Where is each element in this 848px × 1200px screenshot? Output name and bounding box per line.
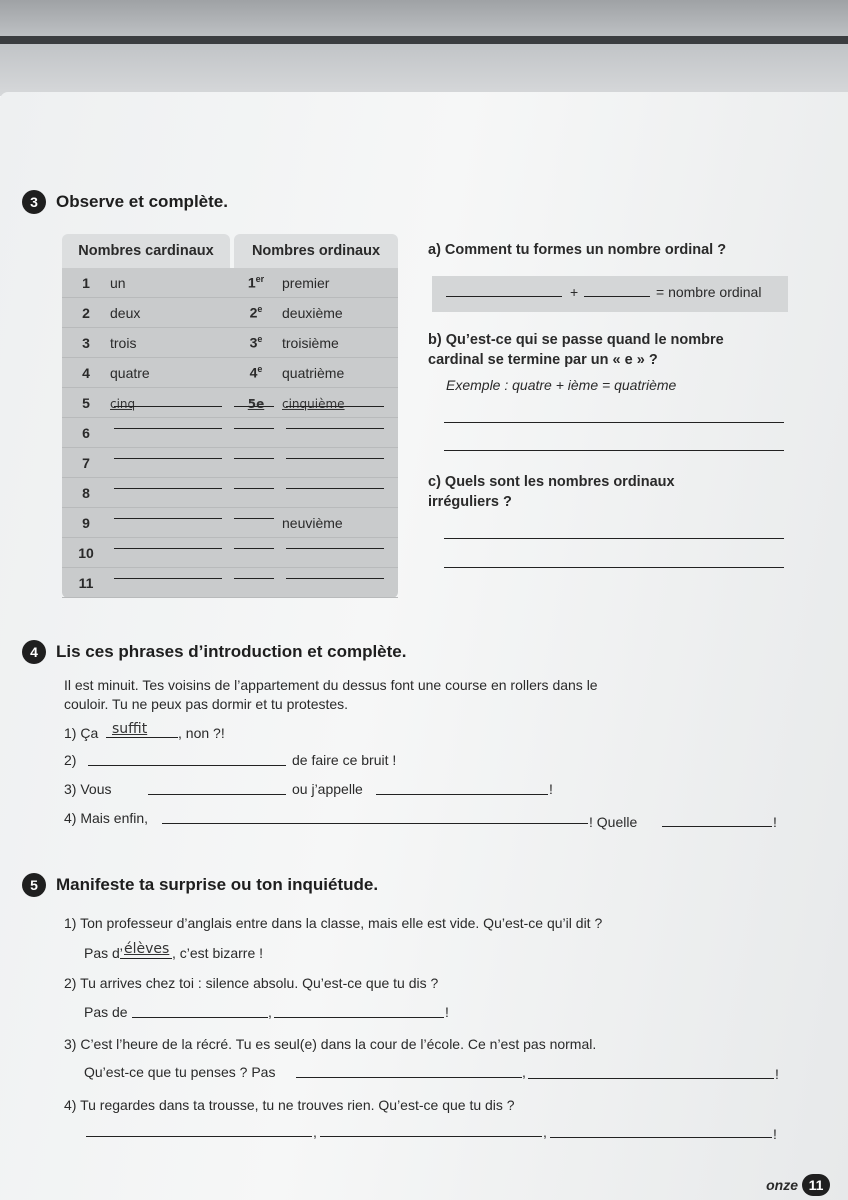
ordinal-abbreviation-text: 3 bbox=[249, 334, 258, 351]
row-number-text: 10 bbox=[78, 544, 94, 561]
page-footer bbox=[766, 1174, 830, 1196]
ordinal-abbreviation-text: 4 bbox=[249, 364, 258, 381]
row-number bbox=[62, 335, 110, 351]
blank-line[interactable] bbox=[148, 794, 286, 795]
ordinal-abbreviation-text: 1 bbox=[247, 274, 256, 291]
handwritten-answer: élèves bbox=[124, 941, 170, 957]
exclamation: ! bbox=[773, 1126, 777, 1142]
blank-line[interactable] bbox=[86, 1136, 312, 1137]
blank-line bbox=[234, 428, 274, 429]
comma: , bbox=[522, 1064, 526, 1080]
blank-line bbox=[114, 406, 222, 407]
top-rule bbox=[0, 36, 848, 44]
table-row bbox=[62, 358, 398, 388]
header-ordinal: Nombres ordinaux bbox=[234, 234, 398, 268]
page-word: onze bbox=[766, 1177, 798, 1193]
table-body bbox=[62, 268, 398, 598]
blank-line[interactable] bbox=[120, 958, 172, 959]
blank-line[interactable] bbox=[162, 823, 588, 824]
table-row bbox=[62, 478, 398, 508]
ordinal-word bbox=[282, 395, 392, 411]
answer-line[interactable] bbox=[444, 567, 784, 568]
ordinal-suffix: e bbox=[257, 304, 263, 315]
formula-result: = nombre ordinal bbox=[656, 284, 762, 300]
row-number-text: 3 bbox=[82, 334, 90, 351]
question-c: c) Quels sont les nombres ordinaux irréguliers ? bbox=[428, 474, 675, 510]
row-number bbox=[62, 395, 110, 411]
row-number bbox=[62, 455, 110, 471]
blank-line bbox=[286, 578, 384, 579]
ordinal-abbreviation bbox=[230, 364, 282, 381]
exclamation: ! bbox=[445, 1004, 449, 1020]
line-3-mid: ou j’appelle bbox=[292, 781, 363, 797]
blank-line bbox=[114, 458, 222, 459]
question-a: a) Comment tu formes un nombre ordinal ? bbox=[428, 242, 727, 258]
ordinal-word bbox=[282, 275, 392, 291]
line-4-prefix: 4) Mais enfin, bbox=[64, 810, 149, 826]
table-row bbox=[62, 418, 398, 448]
row-number bbox=[62, 275, 110, 291]
table-row bbox=[62, 268, 398, 298]
exercise-title: Observe et complète. bbox=[56, 192, 228, 211]
ordinal-suffix: er bbox=[255, 274, 265, 285]
ordinal-word-text: troisième bbox=[282, 334, 339, 351]
answer-line[interactable] bbox=[444, 538, 784, 539]
comma: , bbox=[313, 1124, 317, 1140]
blank-line[interactable] bbox=[320, 1136, 542, 1137]
row-number-text: 11 bbox=[78, 574, 94, 591]
exercise-number-badge: 3 bbox=[22, 190, 46, 214]
blank-line bbox=[114, 548, 222, 549]
line-2-prefix: 2) bbox=[64, 752, 77, 768]
row-number bbox=[62, 305, 110, 321]
blank-line[interactable] bbox=[274, 1017, 444, 1018]
table-row bbox=[62, 298, 398, 328]
cardinal-word bbox=[110, 395, 230, 411]
ordinal-word bbox=[282, 515, 392, 531]
question-3: 3) C’est l’heure de la récré. Tu es seul(e) dans la cour de l’école. Ce n’est pas normal. bbox=[64, 1036, 597, 1052]
question-2: 2) Tu arrives chez toi : silence absolu. Qu’est-ce que tu dis ? bbox=[64, 975, 439, 991]
answer-line[interactable] bbox=[444, 422, 784, 423]
cardinal-word bbox=[110, 275, 230, 291]
ordinal-abbreviation bbox=[230, 334, 282, 351]
ordinal-word-text: neuvième bbox=[282, 514, 343, 531]
exercise-5-header bbox=[22, 873, 378, 897]
row-number bbox=[62, 575, 110, 591]
answer-line[interactable] bbox=[444, 450, 784, 451]
line-4-end: ! bbox=[773, 814, 777, 830]
blank-line bbox=[234, 578, 274, 579]
handwritten-answer: suffit bbox=[112, 721, 148, 737]
ordinal-word bbox=[282, 365, 392, 381]
blank-line[interactable] bbox=[446, 296, 562, 297]
ordinal-suffix: e bbox=[257, 364, 263, 375]
cardinal-word bbox=[110, 305, 230, 321]
line-3-end: ! bbox=[549, 781, 553, 797]
intro-paragraph: Il est minuit. Tes voisins de l’appartement du dessus font une course en rollers dans le couloir. Tu ne peux pas dormir et tu protestes. bbox=[64, 677, 598, 712]
blank-line bbox=[114, 578, 222, 579]
line-1-prefix: 1) Ça bbox=[64, 725, 99, 741]
exercise-4-header bbox=[22, 640, 406, 664]
answer-1-prefix: Pas d’ bbox=[84, 945, 123, 961]
question-3-followup: Qu’est-ce que tu penses ? Pas bbox=[84, 1064, 276, 1080]
table-row bbox=[62, 538, 398, 568]
line-4-mid: ! Quelle bbox=[589, 814, 638, 830]
row-number-text: 1 bbox=[82, 274, 90, 291]
row-number-text: 6 bbox=[82, 424, 90, 441]
ordinal-abbreviation bbox=[230, 304, 282, 321]
blank-line[interactable] bbox=[88, 765, 286, 766]
cardinal-word-text: cinq bbox=[110, 396, 136, 411]
cardinal-word-text: quatre bbox=[110, 364, 150, 381]
example-text: Exemple : quatre + ième = quatrième bbox=[446, 377, 677, 393]
blank-line bbox=[234, 406, 274, 407]
blank-line bbox=[114, 428, 222, 429]
ordinal-word bbox=[282, 305, 392, 321]
answer-2-prefix: Pas de bbox=[84, 1004, 128, 1020]
row-number-text: 9 bbox=[82, 514, 90, 531]
table-row bbox=[62, 508, 398, 538]
exercise-number-badge: 5 bbox=[22, 873, 46, 897]
ordinal-abbreviation-text: 2 bbox=[249, 304, 258, 321]
ordinal-word-text: deuxième bbox=[282, 304, 343, 321]
blank-line bbox=[234, 518, 274, 519]
ordinal-word bbox=[282, 335, 392, 351]
question-b: b) Qu’est-ce qui se passe quand le nombre cardinal se termine par un « e » ? bbox=[428, 332, 724, 368]
blank-line[interactable] bbox=[296, 1077, 522, 1078]
plus-sign: + bbox=[570, 284, 579, 300]
cardinal-word-text: trois bbox=[110, 334, 137, 351]
header-cardinal: Nombres cardinaux bbox=[62, 234, 230, 268]
row-number bbox=[62, 425, 110, 441]
blank-line[interactable] bbox=[376, 794, 548, 795]
row-number bbox=[62, 515, 110, 531]
blank-line[interactable] bbox=[584, 296, 650, 297]
cardinal-word-text: un bbox=[110, 274, 126, 291]
question-1: 1) Ton professeur d’anglais entre dans la classe, mais elle est vide. Qu’est-ce qu’il dit ? bbox=[64, 915, 603, 931]
row-number bbox=[62, 545, 110, 561]
row-number-text: 7 bbox=[82, 454, 90, 471]
table-row bbox=[62, 388, 398, 418]
ordinal-abbreviation bbox=[230, 274, 282, 291]
top-band bbox=[0, 0, 848, 96]
blank-line[interactable] bbox=[550, 1137, 772, 1138]
exercise-title: Lis ces phrases d’introduction et complète. bbox=[56, 642, 407, 661]
table-header bbox=[62, 234, 398, 268]
line-1-suffix: , non ?! bbox=[178, 725, 225, 741]
ordinal-word-text: premier bbox=[282, 274, 330, 291]
blank-line bbox=[114, 518, 222, 519]
table-row bbox=[62, 448, 398, 478]
ordinal-word-text: quatrième bbox=[282, 364, 345, 381]
answer-1-suffix: , c’est bizarre ! bbox=[172, 945, 264, 961]
cardinal-word-text: deux bbox=[110, 304, 141, 321]
blank-line[interactable] bbox=[106, 737, 178, 738]
row-number-text: 2 bbox=[82, 304, 90, 321]
page-number-badge: 11 bbox=[802, 1174, 830, 1196]
blank-line[interactable] bbox=[662, 826, 772, 827]
row-number-text: 4 bbox=[82, 364, 90, 381]
line-3-prefix: 3) Vous bbox=[64, 781, 112, 797]
blank-line bbox=[234, 548, 274, 549]
blank-line[interactable] bbox=[528, 1078, 774, 1079]
blank-line bbox=[286, 548, 384, 549]
question-4: 4) Tu regardes dans ta trousse, tu ne trouves rien. Qu’est-ce que tu dis ? bbox=[64, 1097, 515, 1113]
blank-line bbox=[286, 488, 384, 489]
row-number bbox=[62, 365, 110, 381]
ordinal-suffix: e bbox=[257, 334, 263, 345]
exclamation: ! bbox=[775, 1066, 779, 1082]
cardinal-word bbox=[110, 365, 230, 381]
blank-line bbox=[286, 458, 384, 459]
ordinal-abbreviation bbox=[230, 395, 282, 411]
table-row bbox=[62, 568, 398, 598]
blank-line bbox=[286, 428, 384, 429]
comma: , bbox=[543, 1124, 547, 1140]
table-row bbox=[62, 328, 398, 358]
blank-line[interactable] bbox=[132, 1017, 268, 1018]
comma: , bbox=[268, 1004, 272, 1020]
blank-line bbox=[114, 488, 222, 489]
row-number-text: 8 bbox=[82, 484, 90, 501]
ordinal-word-text: cinquième bbox=[282, 396, 345, 411]
row-number bbox=[62, 485, 110, 501]
blank-line bbox=[286, 406, 384, 407]
ordinal-abbreviation-text: 5e bbox=[247, 396, 265, 411]
line-2-suffix: de faire ce bruit ! bbox=[292, 752, 397, 768]
cardinal-word bbox=[110, 335, 230, 351]
exercise-number-badge: 4 bbox=[22, 640, 46, 664]
row-number-text: 5 bbox=[82, 394, 90, 411]
blank-line bbox=[234, 488, 274, 489]
numbers-table bbox=[62, 234, 398, 598]
blank-line bbox=[234, 458, 274, 459]
exercise-title: Manifeste ta surprise ou ton inquiétude. bbox=[56, 875, 379, 894]
exercise-3-header bbox=[22, 190, 228, 214]
